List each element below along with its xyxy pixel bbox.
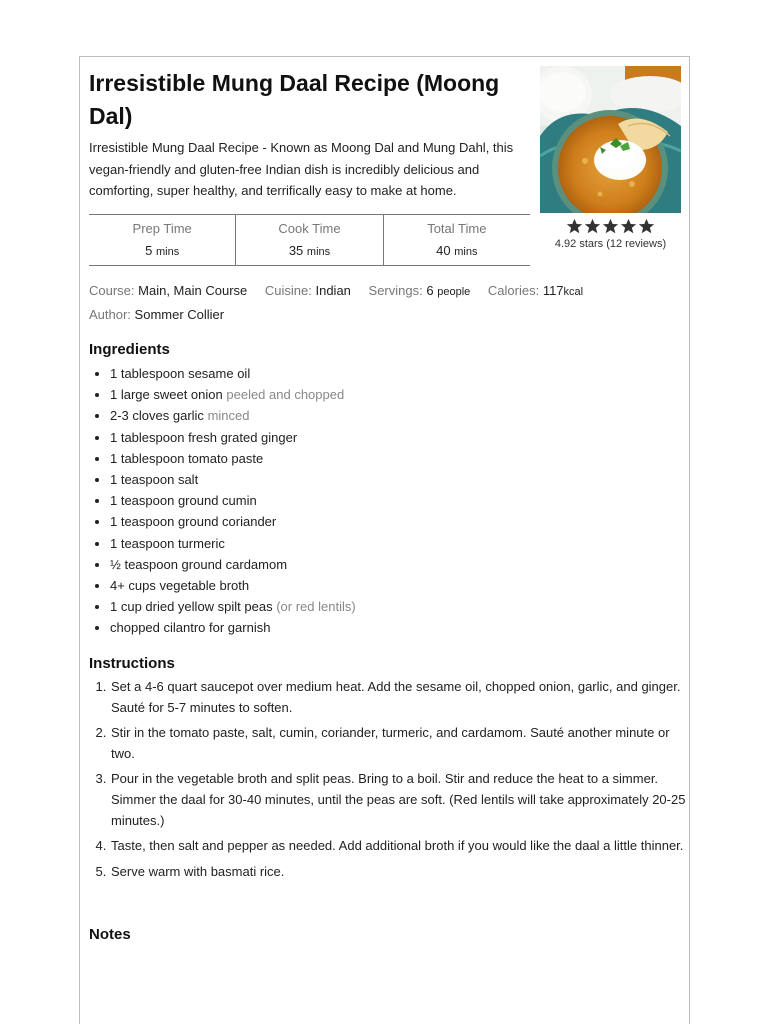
- star-icon[interactable]: [638, 218, 655, 235]
- rating-stars[interactable]: [540, 218, 681, 235]
- cook-time-amount: 35: [288, 243, 304, 258]
- instruction-step: 5. Serve warm with basmati rice.: [110, 862, 690, 883]
- recipe-meta: [89, 280, 679, 325]
- ingredient-text: 1 teaspoon salt: [110, 472, 199, 488]
- ingredient-note: peeled and chopped: [226, 387, 345, 403]
- prep-time-amount: 5: [145, 243, 153, 258]
- ingredient-text: 1 tablespoon fresh grated ginger: [110, 429, 298, 445]
- ingredient-item: [110, 469, 690, 490]
- servings: [369, 283, 471, 298]
- ingredient-item: [110, 511, 690, 532]
- total-time-amount: 40: [436, 243, 451, 258]
- cuisine-value: Indian: [315, 283, 351, 298]
- ingredient-item: [110, 554, 690, 575]
- cook-time-value: [236, 243, 382, 260]
- ingredient-item: [110, 384, 690, 405]
- instruction-step: 2. Stir in the tomato paste, salt, cumin, coriander, turmeric, and cardamom. Sauté another minute or two.: [110, 723, 690, 764]
- prep-time: [89, 215, 235, 265]
- cook-time: [235, 215, 382, 265]
- dal-bowl-image: [540, 66, 681, 213]
- ingredient-item: [110, 575, 690, 596]
- author-label: Author:: [89, 306, 131, 322]
- recipe-summary: Irresistible Mung Daal Recipe - Known as Moong Dal and Mung Dahl, this vegan-friendly and gluten-free Indian dish is incredibly delicious and comforting, super healthy, and terrifically easy to make at home.: [89, 140, 514, 198]
- calories: [488, 283, 583, 298]
- servings-unit: people: [437, 286, 471, 298]
- servings-value[interactable]: 6: [426, 283, 434, 298]
- ingredient-text: 1 tablespoon sesame oil: [110, 366, 251, 381]
- ingredient-text: 1 cup dried yellow spilt peas: [110, 599, 273, 615]
- ingredient-item: [110, 617, 690, 638]
- ingredient-text: chopped cilantro for garnish: [110, 620, 271, 636]
- star-icon[interactable]: [566, 218, 583, 235]
- notes-heading: Notes: [89, 926, 131, 943]
- course-value: Main, Main Course: [138, 283, 248, 298]
- instruction-step: 4. Taste, then salt and pepper as needed. Add additional broth if you would like the daal a little thinner.: [110, 836, 690, 857]
- instructions-list: [89, 677, 690, 887]
- ingredient-note: minced: [207, 408, 250, 424]
- prep-time-label: Prep Time: [132, 221, 192, 236]
- instructions-heading: Instructions: [89, 655, 175, 672]
- cuisine-label: Cuisine:: [264, 283, 312, 298]
- total-time: [383, 215, 530, 265]
- recipe-card: [79, 56, 690, 1024]
- ingredient-item: [110, 490, 690, 511]
- calories-unit: kcal: [563, 286, 584, 298]
- cook-time-label: Cook Time: [278, 221, 341, 236]
- total-time-unit: mins: [454, 246, 478, 258]
- recipe-rating[interactable]: [540, 218, 681, 250]
- ingredients-list: [89, 363, 690, 639]
- total-time-label: Total Time: [427, 221, 487, 236]
- course-label: Course:: [89, 283, 135, 298]
- star-icon[interactable]: [602, 218, 619, 235]
- ingredient-item: [110, 448, 690, 469]
- ingredient-text: 1 tablespoon tomato paste: [110, 450, 264, 466]
- cuisine: [265, 283, 351, 298]
- ingredient-item: [110, 405, 690, 426]
- star-icon[interactable]: [584, 218, 601, 235]
- ingredient-text: 4+ cups vegetable broth: [110, 578, 250, 594]
- ingredient-note: (or red lentils): [276, 599, 356, 615]
- recipe-title: Irresistible Mung Daal Recipe (Moong Dal): [89, 70, 500, 129]
- calories-label: Calories:: [487, 283, 540, 298]
- ingredient-item: [110, 596, 690, 617]
- ingredient-text: 1 teaspoon ground cumin: [110, 493, 257, 509]
- author-name: Sommer Collier: [134, 306, 225, 322]
- recipe-photo: [540, 66, 681, 213]
- ingredient-item: [110, 363, 690, 384]
- rating-summary: 4.92 stars (12 reviews): [554, 238, 667, 250]
- recipe-meta-row: [89, 280, 679, 304]
- servings-label: Servings:: [368, 283, 423, 298]
- calories-value: 117: [542, 283, 564, 298]
- star-icon[interactable]: [620, 218, 637, 235]
- ingredient-item: [110, 427, 690, 448]
- ingredient-text: 1 teaspoon ground coriander: [110, 514, 277, 530]
- instruction-step: 1. Set a 4-6 quart saucepot over medium heat. Add the sesame oil, chopped onion, garlic, and ginger. Sauté for 5-7 minutes to soften.: [110, 677, 690, 718]
- author: [89, 304, 679, 326]
- prep-time-unit: mins: [155, 246, 180, 258]
- ingredient-text: ½ teaspoon ground cardamom: [110, 556, 288, 572]
- ingredient-text: 2-3 cloves garlic: [110, 408, 204, 424]
- prep-time-value: [89, 243, 235, 260]
- course: [89, 283, 247, 298]
- recipe-times: [89, 214, 530, 266]
- cook-time-unit: mins: [306, 246, 331, 258]
- ingredient-text: 1 large sweet onion: [110, 387, 223, 403]
- total-time-value: [384, 243, 530, 260]
- instruction-step: 3. Pour in the vegetable broth and split peas. Bring to a boil. Stir and reduce the heat to a simmer. Simmer the daal for 30-40 minutes, until the peas are soft. (Red lentils will take approximately 20-25 minutes.): [110, 769, 690, 831]
- ingredient-text: 1 teaspoon turmeric: [110, 535, 225, 551]
- ingredients-heading: Ingredients: [89, 341, 170, 358]
- ingredient-item: [110, 533, 690, 554]
